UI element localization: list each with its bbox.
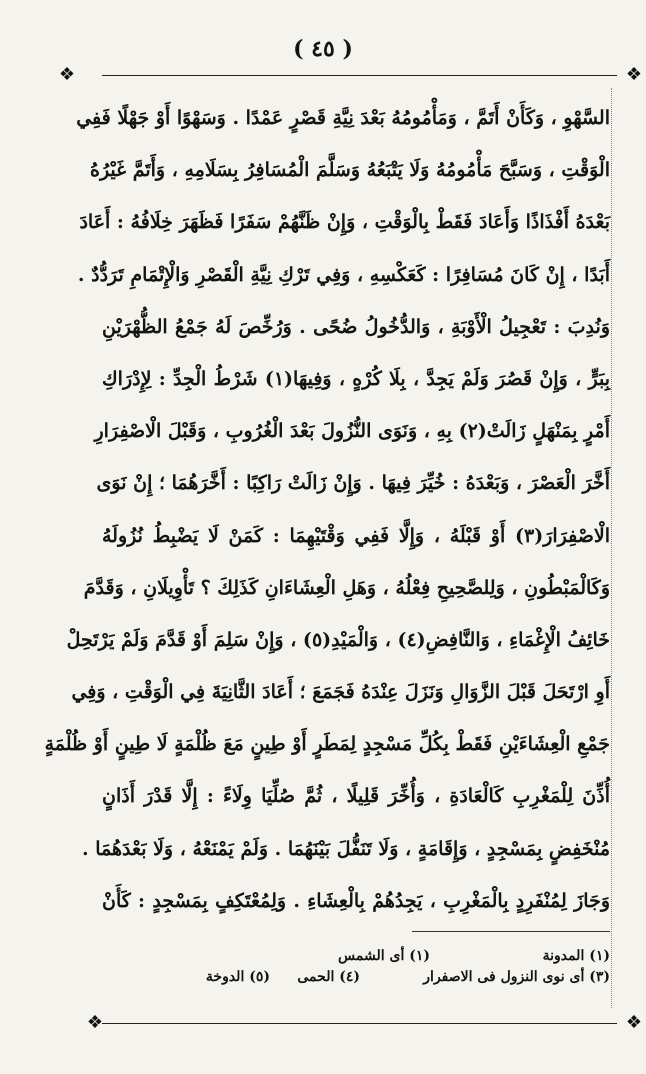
text-line: أَمْرٍ بِمَنْهَلٍ زَالَتْ(٢) بِهِ ، وَنَوَى النُّزُولَ بَعْدَ الْغُرُوبِ ، وَقَبْلَ الْاصْفِرَارِ <box>94 420 610 443</box>
margin-guide <box>611 88 612 1008</box>
diamond-flourish-icon: ❖ <box>86 1012 104 1033</box>
diamond-flourish-icon: ❖ <box>625 1012 643 1033</box>
footnote-1: (١) المدونة <box>542 948 610 964</box>
top-rule <box>102 75 617 76</box>
diamond-flourish-icon: ❖ <box>58 64 76 85</box>
text-line: جَمْعِ الْعِشَاءَيْنِ فَقَطْ بِكُلِّ مَسْجِدٍ لِمَطَرٍ أَوْ طِينٍ مَعَ ظُلْمَةٍ لَا طِينٍ أَوْ ظُلْمَةٍ <box>44 733 610 756</box>
main-text <box>44 92 610 927</box>
footnotes <box>200 946 610 988</box>
text-line: وَكَالْمَبْطُونِ ، وَلِلصَّحِيحِ فِعْلُهُ ، وَهَلِ الْعِشَاءَانِ كَذَلِكَ ؟ تَأْوِيلَانِ ، وَقَدَّمَ <box>83 576 610 599</box>
text-line: بِبَرٍّ ، وَإِنْ قَصُرَ وَلَمْ يَجِدَّ ، بِلَا كُرْهٍ ، وَفِيهَا(١) شَرْطُ الْجِدِّ : لِإِدْرَاكِ <box>102 367 610 390</box>
text-line: الْوَقْتِ ، وَسَبَّحَ مَأْمُومُهُ وَلَا يَتْبَعُهُ وَسَلَّمَ الْمُسَافِرُ بِسَلَامِهِ ، وَأَتَمَّ غَيْرُهُ <box>89 159 610 182</box>
text-line: أُذِّنَ لِلْمَغْرِبِ كَالْعَادَةِ ، وَأُخِّرَ قَلِيلًا ، ثُمَّ صُلِّيَا وِلَاءً : إِلَّا قَدْرَ أَذَانٍ <box>102 785 610 808</box>
text-line: السَّهْوِ ، وَكَأَنْ أَتَمَّ ، وَمَأْمُومُهُ بَعْدَ نِيَّةِ قَصْرٍ عَمْدًا . وَسَهْوًا أَوْ جَهْلًا فَفِي <box>76 107 610 129</box>
text-line: وَجَازَ لِمُنْفَرِدٍ بِالْمَغْرِبِ ، يَجِدُهُمْ بِالْعِشَاءِ . وَلِمُعْتَكِفٍ بِمَسْجِدٍ : كَأَنْ <box>102 889 610 912</box>
footnote-2: (١) أى الشمس <box>338 948 430 964</box>
text-line: أَوِ ارْتَحَلَ قَبْلَ الزَّوَالِ وَنَزَلَ عِنْدَهُ فَجَمَعَ ؛ أَعَادَ الثَّانِيَةَ فِي الْوَقْتِ ، وَفِي <box>71 681 610 704</box>
text-line: خَائِفُ الْإِغْمَاءِ ، وَالنَّافِضِ(٤) ، وَالْمَيْدِ(٥) ، وَإِنْ سَلِمَ أَوْ قَدَّمَ وَلَمْ يَرْتَحِلْ <box>66 628 610 651</box>
text-line: بَعْدَهُ أَفْذَاذًا وَأَعَادَ فَقَطْ بِالْوَقْتِ ، وَإِنْ ظَنَّهُمْ سَفَرًا فَظَهَرَ خِلَافُهُ : أَعَادَ <box>79 211 610 234</box>
footnote-separator <box>412 931 610 932</box>
text-line: أَبَدًا ، إِنْ كَانَ مُسَافِرًا : كَعَكْسِهِ ، وَفِي تَرْكِ نِيَّةِ الْقَصْرِ وَالْإِتْمَامِ تَرَدُّدٌ . <box>77 263 610 286</box>
footnote-3: (٣) أى نوى النزول فى الاصفرار <box>423 969 610 985</box>
text-line: الْاصْفِرَارَ(٣) أَوْ قَبْلَهُ ، وَإِلَّا فَفِي وَقْتَيْهِمَا : كَمَنْ لَا يَضْبِطُ نُزُولَهُ <box>102 524 610 547</box>
diamond-flourish-icon: ❖ <box>625 64 643 85</box>
text-line: أَخَّرَ الْعَصْرَ ، وَبَعْدَهُ : خُيِّرَ فِيهَا . وَإِنْ زَالَتْ رَاكِبًا : أَخَّرَهُمَا ؛ إِنْ نَوَى <box>96 472 610 495</box>
footnote-4: (٤) الحمى <box>297 969 360 985</box>
text-line: مُنْخَفِضٍ بِمَسْجِدٍ ، وَإِقَامَةٍ ، وَلَا تَنَفُّلَ بَيْنَهُمَا . وَلَمْ يَمْنَعْهُ ، وَلَا بَعْدَهُمَا . <box>82 837 610 860</box>
text-line: وَنُدِبَ : تَعْجِيلُ الْأَوْبَةِ ، وَالدُّخُولُ ضُحًى . وَرُخِّصَ لَهُ جَمْعُ الظُّهْرَيْنِ <box>102 315 610 338</box>
bottom-rule <box>102 1023 617 1024</box>
footnote-5: (٥) الدوخة <box>205 969 270 985</box>
page-number: ( ٤٥ ) <box>293 36 353 62</box>
